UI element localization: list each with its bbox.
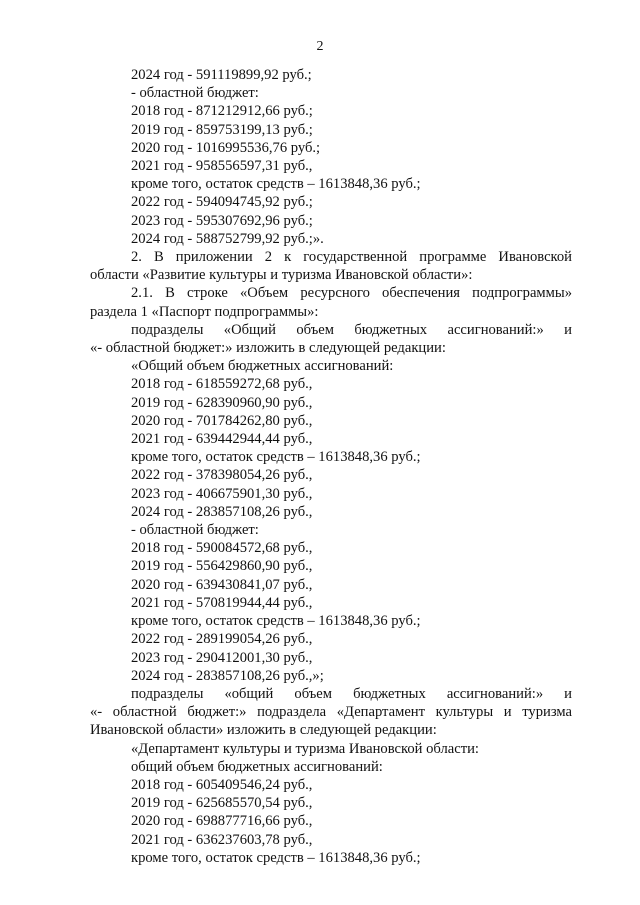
text-line: кроме того, остаток средств – 1613848,36 руб.; — [131, 613, 421, 630]
text-line: 2021 год - 958556597,31 руб., — [131, 158, 313, 175]
text-line: кроме того, остаток средств – 1613848,36 руб.; — [131, 449, 421, 466]
text-line: 2023 год - 595307692,96 руб.; — [131, 212, 313, 229]
text-line: 2021 год - 636237603,78 руб., — [131, 831, 313, 848]
text-line: Ивановской области» изложить в следующей редакции: — [90, 722, 437, 739]
text-line: подразделы «Общий объем бюджетных ассигнований:» и — [131, 321, 572, 338]
text-line: 2022 год - 289199054,26 руб., — [131, 631, 313, 648]
text-line: «- областной бюджет:» подраздела «Департамент культуры и туризма — [90, 704, 572, 721]
text-line: подразделы «общий объем бюджетных ассигнований:» и — [131, 685, 572, 702]
text-line: 2020 год - 639430841,07 руб., — [131, 576, 313, 593]
text-line: 2019 год - 625685570,54 руб., — [131, 795, 313, 812]
text-line: 2018 год - 605409546,24 руб., — [131, 776, 313, 793]
text-line: 2023 год - 406675901,30 руб., — [131, 485, 313, 502]
text-line: 2020 год - 701784262,80 руб., — [131, 412, 313, 429]
text-line: 2021 год - 639442944,44 руб., — [131, 431, 313, 448]
text-line: 2019 год - 556429860,90 руб., — [131, 558, 313, 575]
text-line: 2024 год - 591119899,92 руб.; — [131, 67, 312, 83]
text-line: 2022 год - 594094745,92 руб.; — [131, 194, 313, 211]
text-line: кроме того, остаток средств – 1613848,36 руб.; — [131, 176, 421, 193]
text-line: 2018 год - 618559272,68 руб., — [131, 376, 313, 393]
text-line: 2024 год - 283857108,26 руб.,»; — [131, 667, 324, 684]
text-line: 2018 год - 590084572,68 руб., — [131, 540, 313, 557]
text-line: кроме того, остаток средств – 1613848,36 руб.; — [131, 849, 421, 866]
text-line: «Департамент культуры и туризма Ивановской области: — [131, 740, 479, 757]
text-line: 2023 год - 290412001,30 руб., — [131, 649, 313, 666]
text-line: - областной бюджет: — [131, 85, 259, 102]
page-number: 2 — [316, 39, 324, 54]
text-line: 2024 год - 588752799,92 руб.;». — [131, 230, 324, 247]
text-line: 2020 год - 1016995536,76 руб.; — [131, 139, 321, 156]
text-line: «- областной бюджет:» изложить в следующей редакции: — [90, 340, 446, 357]
text-line: 2.1. В строке «Объем ресурсного обеспечения подпрограммы» — [131, 285, 572, 302]
text-line: 2. В приложении 2 к государственной программе Ивановской — [131, 249, 572, 266]
text-line: 2022 год - 378398054,26 руб., — [131, 467, 313, 484]
text-line: 2018 год - 871212912,66 руб.; — [131, 103, 313, 120]
text-line: 2019 год - 859753199,13 руб.; — [131, 121, 313, 138]
text-line: раздела 1 «Паспорт подпрограммы»: — [90, 303, 319, 320]
text-line: 2019 год - 628390960,90 руб., — [131, 394, 313, 411]
text-line: 2020 год - 698877716,66 руб., — [131, 813, 313, 830]
text-line: 2021 год - 570819944,44 руб., — [131, 594, 313, 611]
text-line: 2024 год - 283857108,26 руб., — [131, 503, 313, 520]
text-line: «Общий объем бюджетных ассигнований: — [131, 358, 394, 375]
text-line: области «Развитие культуры и туризма Ивановской области»: — [90, 267, 473, 284]
text-line: общий объем бюджетных ассигнований: — [131, 758, 383, 775]
text-line: - областной бюджет: — [131, 522, 259, 539]
document-body — [90, 66, 572, 867]
